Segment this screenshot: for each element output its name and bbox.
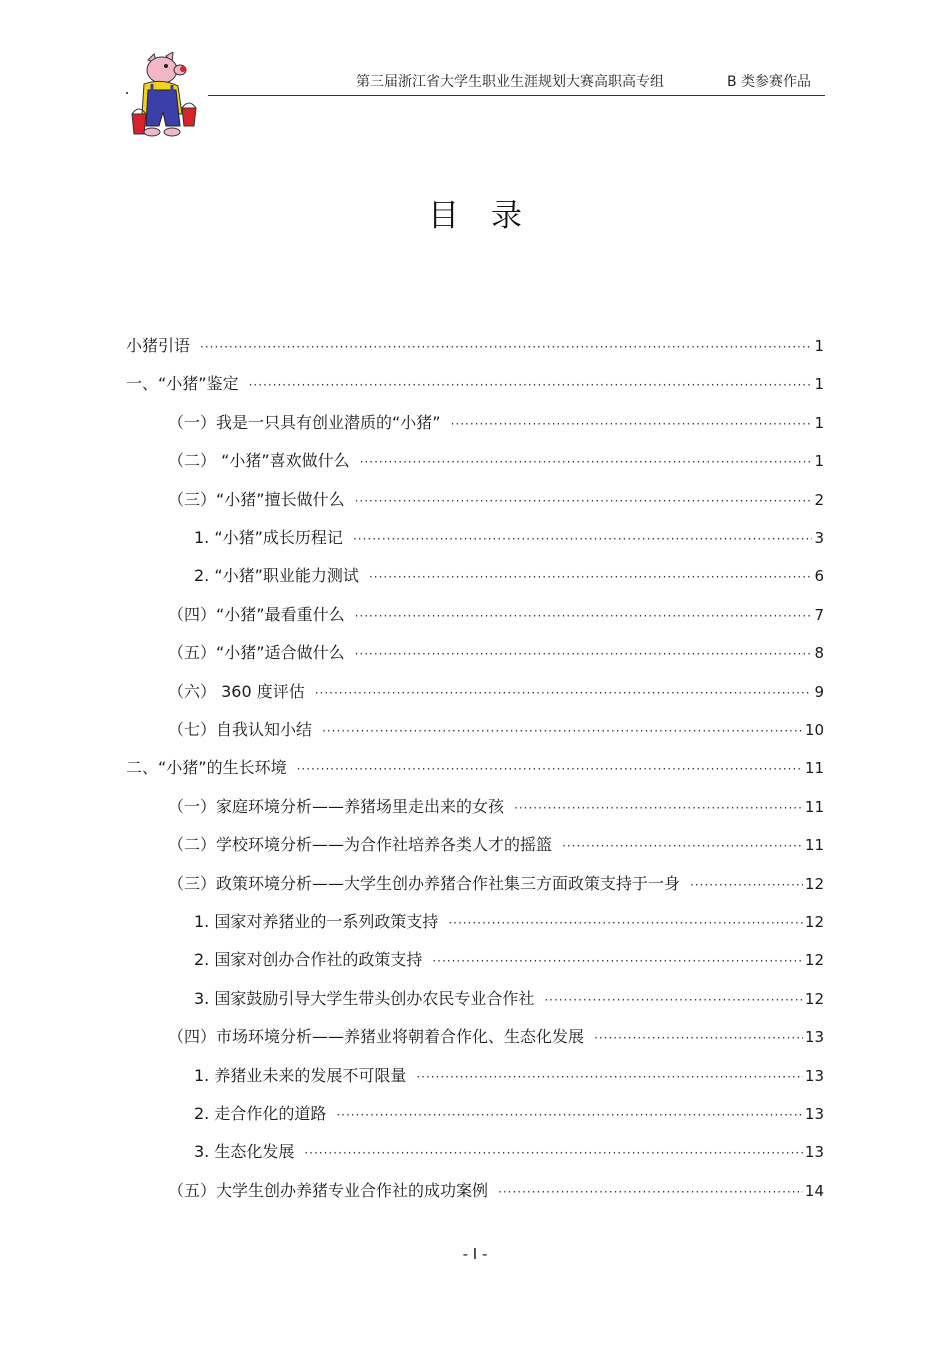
toc-entry-label: （一）我是一只具有创业潜质的“小猪” <box>168 412 441 432</box>
toc-dot-leader <box>514 798 803 819</box>
toc-dot-leader <box>448 913 803 934</box>
toc-dot-leader <box>562 836 803 857</box>
toc-dot-leader <box>594 1028 803 1049</box>
toc-dot-leader <box>432 951 803 972</box>
toc-entry[interactable] <box>194 1064 824 1088</box>
toc-entry[interactable] <box>126 334 824 358</box>
toc-entry-label: （三）“小猪”擅长做什么 <box>168 489 345 509</box>
toc-entry[interactable] <box>194 948 824 972</box>
toc-entry[interactable] <box>168 795 824 819</box>
toc-entry-label: （一）家庭环境分析——养猪场里走出来的女孩 <box>168 796 505 816</box>
toc-entry-page: 12 <box>804 874 824 893</box>
toc-entry[interactable] <box>168 718 824 742</box>
toc-entry-label: 2. 走合作化的道路 <box>194 1104 327 1123</box>
toc-dot-leader <box>200 337 812 358</box>
toc-entry[interactable] <box>168 603 824 627</box>
toc-entry[interactable] <box>168 641 824 665</box>
page-title: 目录 <box>428 198 554 234</box>
toc-entry-label: （二）学校环境分析——为合作社培养各类人才的摇篮 <box>168 835 553 855</box>
toc-dot-leader <box>369 567 813 588</box>
toc-dot-leader <box>416 1067 803 1088</box>
toc-entry[interactable] <box>194 564 824 588</box>
toc-entry[interactable] <box>168 1025 824 1049</box>
toc-entry-label: 1. “小猪”成长历程记 <box>194 528 343 547</box>
toc-entry-label: （二） “小猪”喜欢做什么 <box>168 451 350 471</box>
toc-dot-leader <box>315 683 813 704</box>
toc-entry-label: （五）大学生创办养猪专业合作社的成功案例 <box>168 1180 489 1200</box>
toc-entry-label: （四）“小猪”最看重什么 <box>168 604 345 624</box>
toc-dot-leader <box>355 644 813 665</box>
toc-entry[interactable] <box>126 756 824 780</box>
toc-entry[interactable] <box>168 1179 824 1203</box>
toc-entry-page: 9 <box>814 682 824 701</box>
toc-dot-leader <box>498 1182 803 1203</box>
toc-entry-page: 8 <box>814 644 824 663</box>
toc-entry[interactable] <box>168 680 824 704</box>
toc-entry[interactable] <box>194 526 824 550</box>
toc-dot-leader <box>355 606 813 627</box>
toc-dot-leader <box>544 990 803 1011</box>
toc-entry-page: 3 <box>814 529 824 547</box>
toc-entry-label: 1. 国家对养猪业的一系列政策支持 <box>194 912 439 931</box>
toc-entry-label: （四）市场环境分析——养猪业将朝着合作化、生态化发展 <box>168 1027 585 1047</box>
toc-entry-page: 7 <box>814 605 824 624</box>
toc-entry-label: 1. 养猪业未来的发展不可限量 <box>194 1065 407 1085</box>
toc-entry-label: （三）政策环境分析——大学生创办养猪合作社集三方面政策支持于一身 <box>168 873 681 893</box>
toc-entry[interactable] <box>194 910 824 934</box>
toc-entry-page: 13 <box>804 1066 824 1085</box>
decorative-dot <box>126 92 128 94</box>
toc-entry-label: 3. 国家鼓励引导大学生带头创办农民专业合作社 <box>194 988 535 1008</box>
toc-dot-leader <box>690 875 803 896</box>
toc-dot-leader <box>297 759 803 780</box>
toc-entry-page: 1 <box>814 413 824 432</box>
toc-dot-leader <box>360 452 813 473</box>
toc-entry-page: 1 <box>814 375 824 394</box>
toc-entry-label: 3. 生态化发展 <box>194 1142 295 1162</box>
toc-entry-label: （七）自我认知小结 <box>168 720 313 739</box>
toc-entry-page: 11 <box>804 836 824 855</box>
toc-entry-page: 11 <box>804 797 824 816</box>
toc-entry[interactable] <box>126 372 824 396</box>
toc-dot-leader <box>355 491 813 512</box>
toc-entry-page: 12 <box>804 989 824 1008</box>
toc-dot-leader <box>336 1105 803 1126</box>
toc-entry[interactable] <box>168 449 824 473</box>
page-number: - I - <box>462 1245 488 1263</box>
toc-dot-leader <box>353 529 813 550</box>
toc-dot-leader <box>451 414 813 435</box>
toc-entry-label: （六） 360 度评估 <box>168 681 305 701</box>
toc-entry-page: 13 <box>804 1143 824 1162</box>
header-category: B 类参赛作品 <box>727 74 812 90</box>
header-title: 第三届浙江省大学生职业生涯规划大赛高职高专组 <box>356 74 664 90</box>
toc-entry-label: 小猪引语 <box>126 336 191 355</box>
toc-entry-page: 2 <box>814 490 824 509</box>
toc-entry-label: 二、“小猪”的生长环境 <box>126 758 287 778</box>
toc-entry-label: 2. “小猪”职业能力测试 <box>194 566 359 586</box>
pig-mascot-logo <box>126 52 206 148</box>
toc-entry[interactable] <box>194 987 824 1011</box>
toc-entry-page: 13 <box>804 1105 824 1123</box>
toc-entry-label: 一、“小猪”鉴定 <box>126 374 239 394</box>
toc-entry-page: 10 <box>804 721 824 739</box>
toc-dot-leader <box>322 721 803 742</box>
toc-entry-page: 12 <box>804 913 824 931</box>
toc-entry[interactable] <box>168 833 824 857</box>
toc-entry-page: 1 <box>814 452 824 471</box>
toc-entry[interactable] <box>168 872 824 896</box>
toc-dot-leader <box>304 1143 803 1164</box>
toc-entry-label: （五）“小猪”适合做什么 <box>168 643 345 663</box>
header-rule <box>208 95 825 96</box>
toc-entry-page: 1 <box>814 337 824 355</box>
toc-entry[interactable] <box>168 488 824 512</box>
toc-dot-leader <box>249 375 813 396</box>
toc-entry-page: 14 <box>804 1181 824 1200</box>
toc-entry[interactable] <box>168 411 824 435</box>
toc-entry-page: 13 <box>804 1028 824 1047</box>
toc-entry-page: 11 <box>804 759 824 778</box>
toc-entry-page: 12 <box>804 951 824 970</box>
toc-entry-page: 6 <box>814 567 824 586</box>
toc-entry-label: 2. 国家对创办合作社的政策支持 <box>194 950 423 970</box>
toc-entry[interactable] <box>194 1102 824 1126</box>
toc-entry[interactable] <box>194 1140 824 1164</box>
